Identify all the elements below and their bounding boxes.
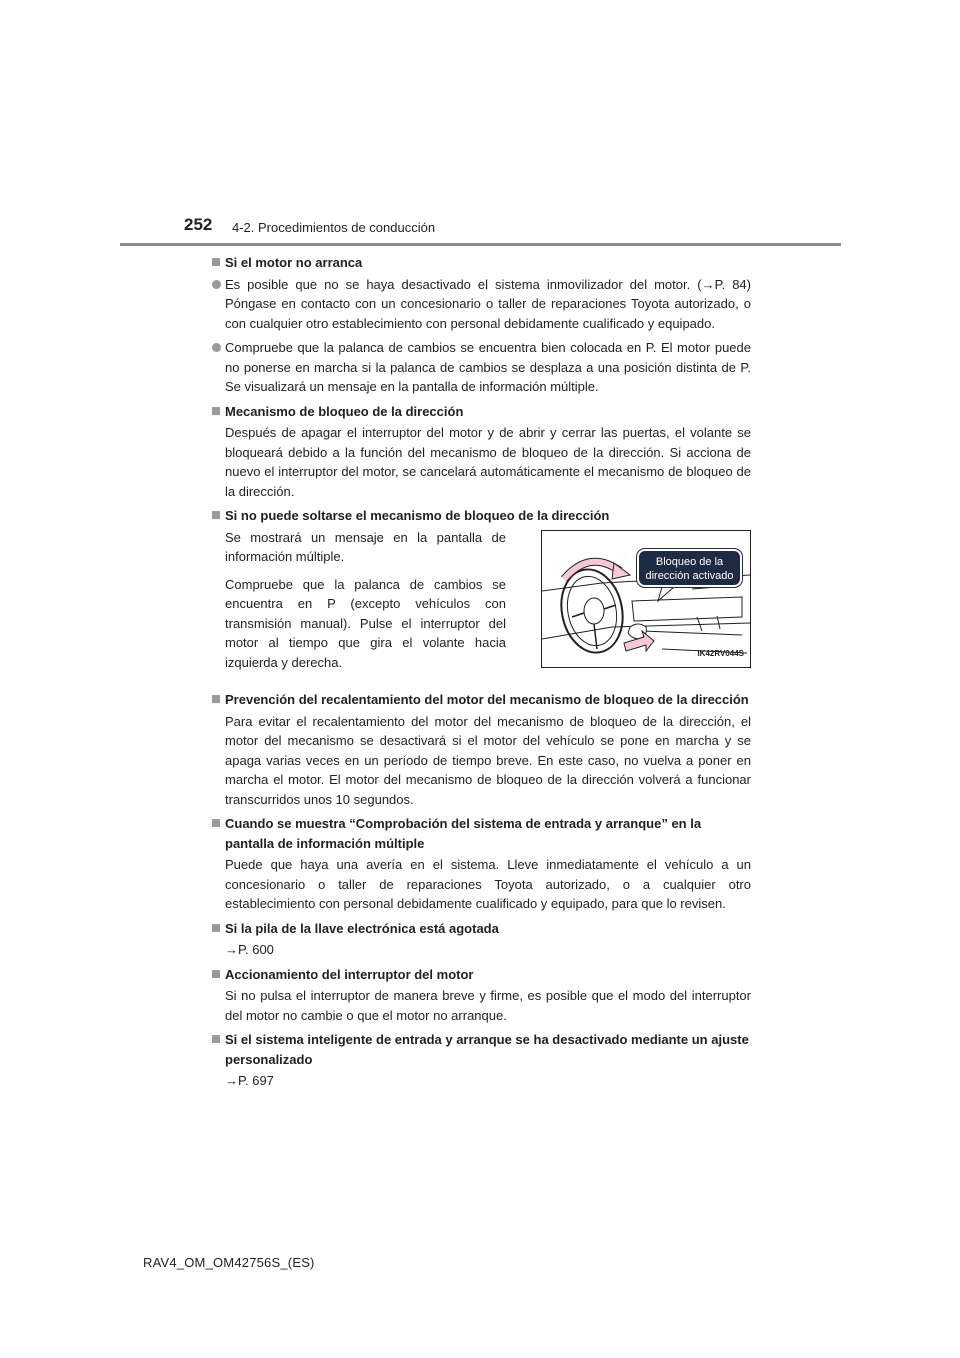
heading-text: Si no puede soltarse el mecanismo de bloqueo de la dirección xyxy=(225,508,610,523)
document-code: RAV4_OM_OM42756S_(ES) xyxy=(143,1255,315,1270)
square-bullet-icon xyxy=(212,258,220,266)
heading-text: Cuando se muestra “Comprobación del sistema de entrada y arranque” en la pantalla de información múltiple xyxy=(225,816,702,851)
header-divider xyxy=(120,243,841,246)
square-bullet-icon xyxy=(212,407,220,415)
heading-system-check-message xyxy=(211,814,751,853)
steering-lock-figure xyxy=(541,530,751,668)
bullet-item xyxy=(211,338,751,397)
heading-engine-switch-operation xyxy=(211,965,751,985)
heading-text: Prevención del recalentamiento del motor del mecanismo de bloqueo de la dirección xyxy=(225,692,749,707)
heading-text: Mecanismo de bloqueo de la dirección xyxy=(225,403,464,419)
paragraph: Se mostrará un mensaje en la pantalla de información múltiple. xyxy=(225,529,506,564)
heading-key-battery xyxy=(211,919,751,939)
page-reference: →P. 697 xyxy=(225,1073,274,1088)
circle-bullet-icon xyxy=(212,343,221,352)
steering-lock-message-callout xyxy=(637,549,742,587)
heading-smart-system-deactivated xyxy=(211,1030,751,1069)
paragraph: Para evitar el recalentamiento del motor del mecanismo de bloqueo de la dirección, el motor del mecanismo se desactivará si el motor del vehículo se pone en marcha y se apaga varias veces en un período de tiempo breve. En este caso, no vuelva a poner en marcha el motor. El motor del mecanismo de bloqueo de la dirección volverá a funcionar transcurridos unos 10 segundos. xyxy=(225,713,751,807)
circle-bullet-icon xyxy=(212,280,221,289)
heading-text: Si la pila de la llave electrónica está agotada xyxy=(225,920,499,936)
square-bullet-icon xyxy=(212,924,220,932)
heading-engine-no-start xyxy=(211,253,751,273)
paragraph: Compruebe que la palanca de cambios se encuentra en P (excepto vehículos con transmisión manual). Pulse el interruptor del motor al tiempo que gira el volante hacia izquierda y derecha. xyxy=(225,576,506,670)
heading-text: Si el motor no arranca xyxy=(225,255,363,270)
paragraph: Después de apagar el interruptor del motor y de abrir y cerrar las puertas, el volante se bloqueará debido a la función del mecanismo de bloqueo de la dirección. Si acciona de nuevo el interruptor del motor, se cancelará automáticamente el mecanismo de bloqueo de la dirección. xyxy=(225,425,751,499)
bullet-text: Es posible que no se haya desactivado el sistema inmovilizador del motor. (→P. 84) Póngase en contacto con un concesionario o taller de reparaciones Toyota autorizado, o con cualquier otro establecimiento con personal debidamente cualificado y equipado. xyxy=(225,276,751,331)
bullet-text: Compruebe que la palanca de cambios se encuentra bien colocada en P. El motor puede no ponerse en marcha si la palanca de cambios se desplaza a una posición distinta de P. Se visualizará un mensaje en la pantalla de información múltiple. xyxy=(225,340,751,394)
heading-text: Accionamiento del interruptor del motor xyxy=(225,966,474,982)
paragraph: Si no pulsa el interruptor de manera breve y firme, es posible que el modo del interruptor del motor no cambie o que el motor no arranque. xyxy=(225,988,751,1023)
heading-steering-lock-release xyxy=(211,506,751,526)
figure-code: IK42RV044S xyxy=(697,649,744,658)
section-title: 4-2. Procedimientos de conducción xyxy=(232,220,436,235)
square-bullet-icon xyxy=(212,511,220,519)
square-bullet-icon xyxy=(212,970,220,978)
square-bullet-icon xyxy=(212,1035,220,1043)
page-content xyxy=(211,253,751,1096)
paragraph: Puede que haya una avería en el sistema. Lleve inmediatamente el vehículo a un concesionario o taller de reparaciones Toyota autorizado, o a cualquier otro establecimiento con personal debidamente cualificado y equipado, para que lo revisen. xyxy=(225,857,751,911)
row-text xyxy=(225,528,506,681)
square-bullet-icon xyxy=(212,695,220,703)
callout-line: Bloqueo de la xyxy=(655,555,724,568)
square-bullet-icon xyxy=(212,819,220,827)
page-number: 252 xyxy=(184,215,213,234)
heading-overheat-prevention xyxy=(211,690,751,710)
heading-text: Si el sistema inteligente de entrada y arranque se ha desactivado mediante un ajuste personalizado xyxy=(225,1032,749,1067)
page-reference: →P. 600 xyxy=(225,942,274,957)
callout-line: dirección activado xyxy=(645,569,734,582)
heading-steering-lock xyxy=(211,402,751,422)
text-figure-row xyxy=(211,528,751,681)
bullet-item xyxy=(211,275,751,334)
